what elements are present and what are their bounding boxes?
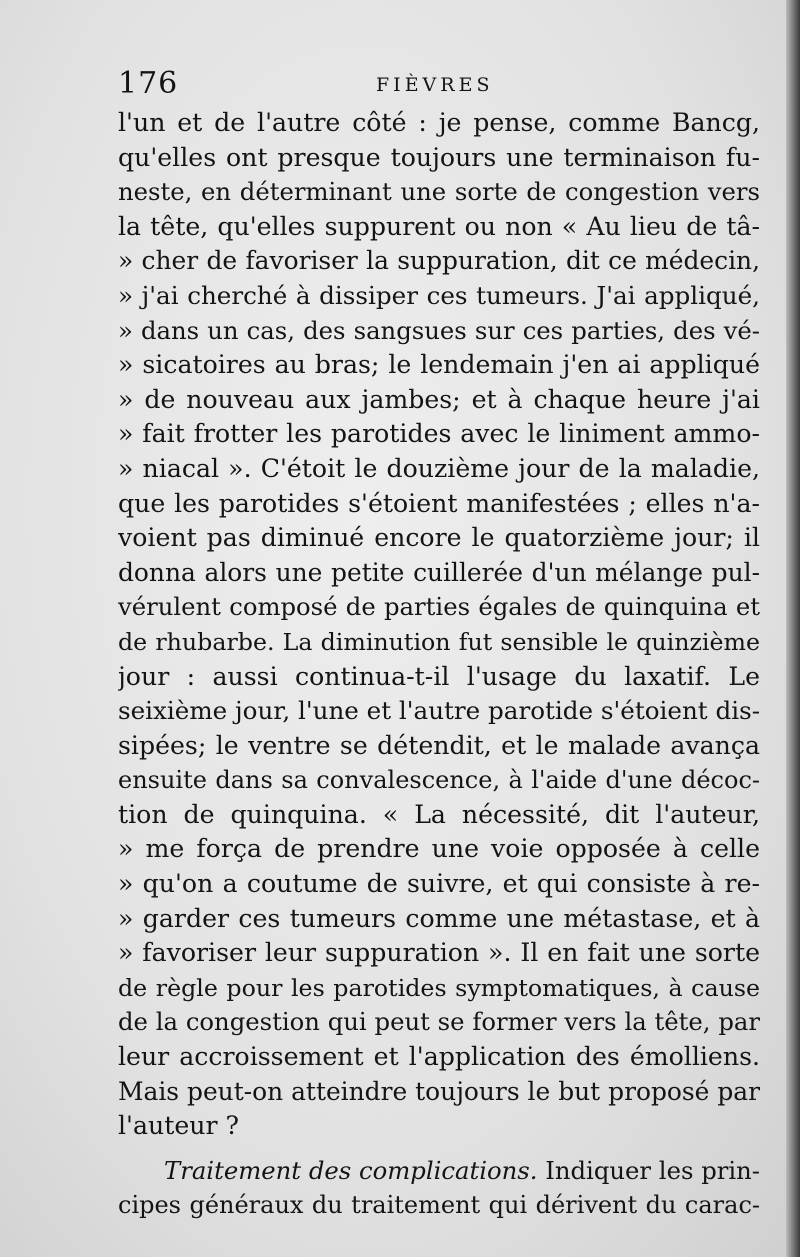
text-line: » de nouveau aux jambes; et à chaque heure j'ai (118, 384, 760, 414)
running-title: FIÈVRES (376, 74, 494, 96)
text-line: leur accroissement et l'application des émolliens. (118, 1042, 760, 1072)
page-header (118, 66, 758, 106)
text-line: l'un et de l'autre côté : je pense, comme Bancg, (118, 108, 760, 137)
text-line: » sicatoires au bras; le lendemain j'en ai appliqué (118, 350, 760, 380)
text-line: jour : aussi continua-t-il l'usage du laxatif. Le (118, 661, 760, 691)
text-line: » favoriser leur suppuration ». Il en fait une sorte (118, 938, 760, 968)
text-line: » niacal ». C'étoit le douzième jour de la maladie, (118, 453, 760, 483)
text-line: » dans un cas, des sangsues sur ces parties, des vé- (118, 315, 760, 345)
section-first-line (118, 1154, 760, 1189)
text-line: » fait frotter les parotides avec le liniment ammo- (118, 419, 760, 449)
text-line: » garder ces tumeurs comme une métastase, et à (118, 903, 760, 933)
text-line: sipées; le ventre se détendit, et le malade avança (118, 730, 760, 760)
text-line: voient pas diminué encore le quatorzième jour; il (118, 523, 760, 553)
text-line: qu'elles ont presque toujours une terminaison fu- (118, 142, 760, 172)
text-line: tion de quinquina. « La nécessité, dit l'auteur, (118, 799, 760, 829)
text-line: » cher de favoriser la suppuration, dit ce médecin, (118, 246, 760, 276)
text-line: seixième jour, l'une et l'autre parotide s'étoient dis- (118, 696, 760, 726)
text-line: de rhubarbe. La diminution fut sensible le quinzième (118, 627, 760, 656)
section-line-rest: Indiquer les prin- (537, 1155, 760, 1185)
text-line: de règle pour les parotides symptomatiques, à cause (118, 973, 760, 1002)
text-line: ensuite dans sa convalescence, à l'aide d'une décoc- (118, 766, 760, 795)
book-spine-shadow (786, 0, 800, 1257)
text-line: » j'ai cherché à dissiper ces tumeurs. J'ai appliqué, (118, 280, 760, 310)
paragraph-gap (118, 1144, 760, 1154)
text-line: donna alors une petite cuillerée d'un mélange pul- (118, 557, 760, 587)
text-line: que les parotides s'étoient manifestées ; elles n'a- (118, 488, 760, 518)
text-line: vérulent composé de parties égales de quinquina et (118, 592, 760, 622)
section-heading: Traitement des complications. (164, 1155, 538, 1185)
text-line: de la congestion qui peut se former vers la tête, par (118, 1007, 760, 1037)
text-line: neste, en déterminant une sorte de congestion vers (118, 177, 760, 207)
text-line: Mais peut-on atteindre toujours le but proposé par (118, 1076, 760, 1106)
text-line: » qu'on a coutume de suivre, et qui consiste à re- (118, 869, 760, 899)
body-text (118, 106, 760, 1223)
text-line: la tête, qu'elles suppurent ou non « Au lieu de tâ- (118, 211, 760, 241)
text-line: cipes généraux du traitement qui dérivent du carac- (118, 1191, 760, 1220)
text-line: » me força de prendre une voie opposée à celle (118, 834, 760, 864)
text-line: l'auteur ? (118, 1111, 240, 1141)
page-number: 176 (118, 66, 179, 101)
